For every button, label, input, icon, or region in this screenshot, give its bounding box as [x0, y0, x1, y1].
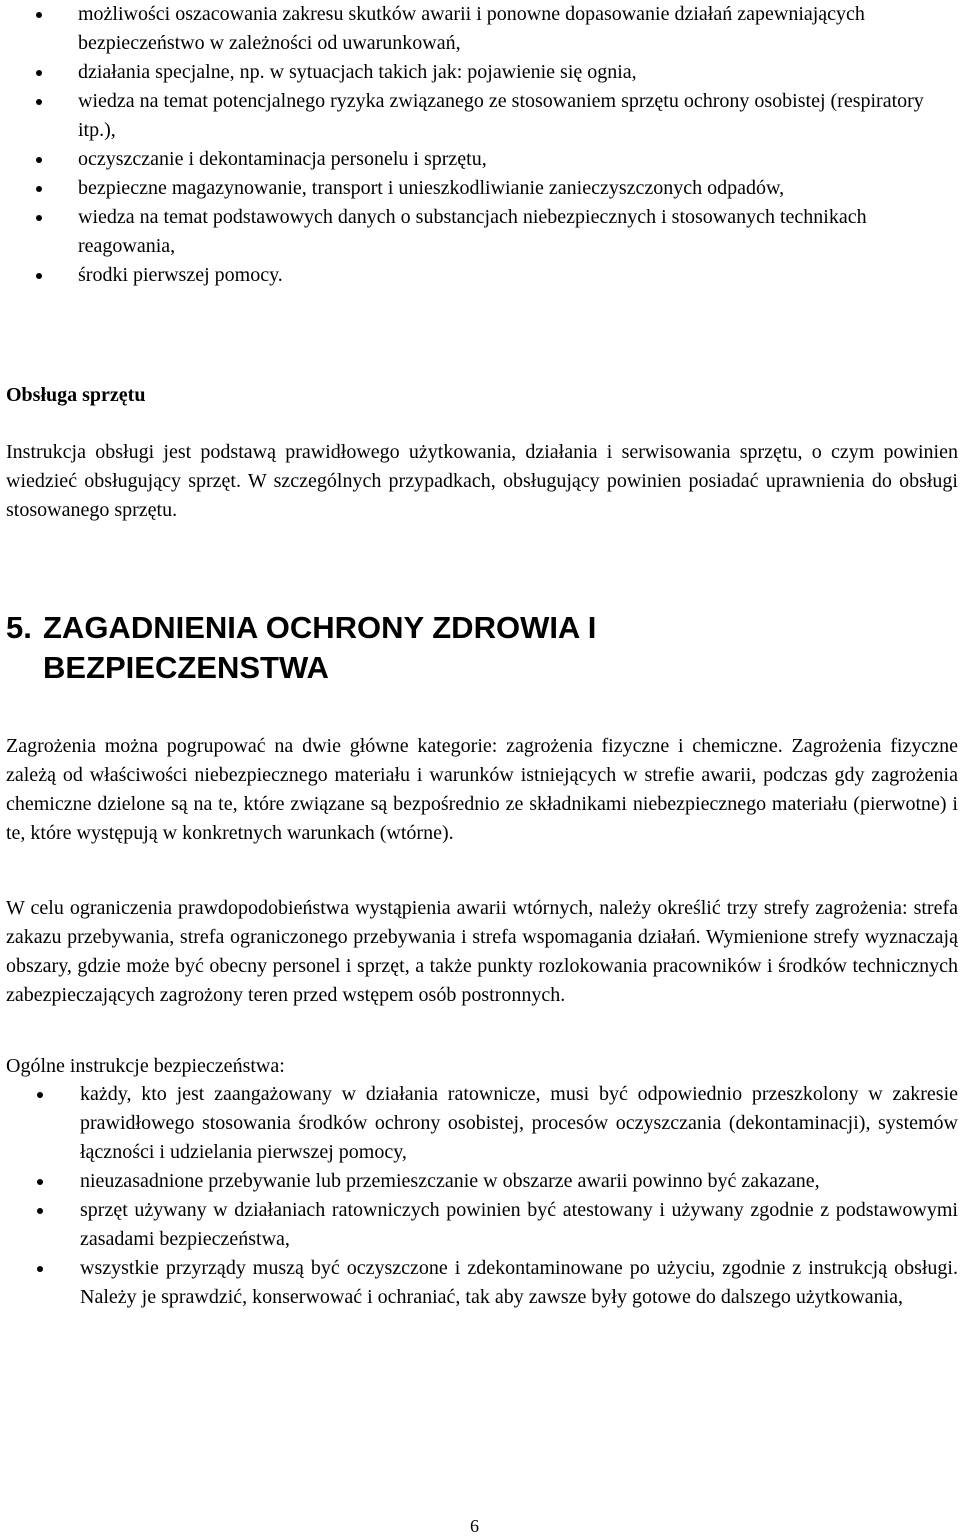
list-item — [0, 203, 960, 261]
bullet-icon — [36, 157, 42, 163]
chapter-title-line2: BEZPIECZENSTWA — [43, 650, 329, 685]
bullet-icon — [37, 1092, 43, 1098]
list-item-text: wiedza na temat potencjalnego ryzyka związanego ze stosowaniem sprzętu ochrony osobistej (respiratory itp.), — [78, 90, 924, 141]
list-item-text: nieuzasadnione przebywanie lub przemieszczanie w obszarze awarii powinno być zakazane, — [80, 1170, 820, 1192]
list-item — [0, 1080, 960, 1167]
chapter-heading — [6, 608, 706, 688]
chapter-title-line1: ZAGADNIENIA OCHRONY ZDROWIA I — [43, 610, 597, 645]
bullet-icon — [36, 273, 42, 279]
hazards-paragraph: Zagrożenia można pogrupować na dwie główne kategorie: zagrożenia fizyczne i chemiczne. Zagrożenia fizyczne zależą od właściwości niebezpiecznego materiału i warunków istniejących w strefie awarii, podczas gdy zagrożenia chemiczne dzielone są na te, które związane są bezpośrednio ze składnikami niebezpiecznego materiału (pierwotne) i te, które występują w konkretnych warunkach (wtórne). — [6, 735, 958, 844]
list-item — [0, 145, 960, 174]
section-heading: Obsługa sprzętu — [6, 384, 146, 406]
list-item — [0, 1254, 960, 1312]
bullet-icon — [37, 1208, 43, 1214]
list-item — [0, 0, 960, 58]
list-item-text: każdy, kto jest zaangażowany w działania ratownicze, musi być odpowiednio przeszkolony w zakresie prawidłowego stosowania środków ochrony osobistej, procesów oczyszczania (dekontaminacji), systemów łączności i udzielania pierwszej pomocy, — [80, 1083, 958, 1163]
list-item-text: środki pierwszej pomocy. — [78, 264, 283, 286]
chapter-number: 5. — [6, 610, 32, 645]
bullet-icon — [36, 186, 42, 192]
bullet-icon — [36, 99, 42, 105]
list-item-text: oczyszczanie i dekontaminacja personelu i sprzętu, — [78, 148, 487, 170]
list-item-text: możliwości oszacowania zakresu skutków awarii i ponowne dopasowanie działań zapewniających bezpieczeństwo w zależności od uwarunkowań, — [78, 3, 865, 54]
bullet-icon — [36, 215, 42, 221]
bullet-icon — [37, 1179, 43, 1185]
list-item — [0, 1167, 960, 1196]
list-item-text: sprzęt używany w działaniach ratowniczych powinien być atestowany i używany zgodnie z podstawowymi zasadami bezpieczeństwa, — [80, 1199, 958, 1250]
list-item-text: bezpieczne magazynowanie, transport i unieszkodliwianie zanieczyszczonych odpadów, — [78, 177, 785, 199]
equipment-paragraph: Instrukcja obsługi jest podstawą prawidłowego użytkowania, działania i serwisowania sprzętu, o czym powinien wiedzieć obsługujący sprzęt. W szczególnych przypadkach, obsługujący powinien posiadać uprawnienia do obsługi stosowanego sprzętu. — [6, 441, 958, 521]
list-item — [0, 58, 960, 87]
safety-bullet-list — [0, 1080, 960, 1312]
page-number: 6 — [470, 1516, 479, 1536]
list-item-text: wszystkie przyrządy muszą być oczyszczone i zdekontaminowane po użyciu, zgodnie z instrukcją obsługi. Należy je sprawdzić, konserwować i ochraniać, tak aby zawsze były gotowe do dalszego użytkowania, — [80, 1257, 958, 1308]
bullet-icon — [37, 1266, 43, 1272]
safety-intro: Ogólne instrukcje bezpieczeństwa: — [6, 1055, 285, 1077]
list-item — [0, 87, 960, 145]
list-item — [0, 1196, 960, 1254]
zones-paragraph: W celu ograniczenia prawdopodobieństwa wystąpienia awarii wtórnych, należy określić trzy strefy zagrożenia: strefa zakazu przebywania, strefa ograniczonego przebywania i strefa wspomagania działań. Wymienione strefy wyznaczają obszary, gdzie może być obecny personel i sprzęt, a także punkty rozlokowania pracowników i środków technicznych zabezpieczających zagrożony teren przed wstępem osób postronnych. — [6, 897, 958, 1006]
bullet-icon — [36, 12, 42, 18]
bullet-icon — [36, 70, 42, 76]
list-item-text: wiedza na temat podstawowych danych o substancjach niebezpiecznych i stosowanych technikach reagowania, — [78, 206, 867, 257]
top-bullet-list — [0, 0, 960, 290]
list-item — [0, 261, 960, 290]
list-item — [0, 174, 960, 203]
list-item-text: działania specjalne, np. w sytuacjach takich jak: pojawienie się ognia, — [78, 61, 637, 83]
